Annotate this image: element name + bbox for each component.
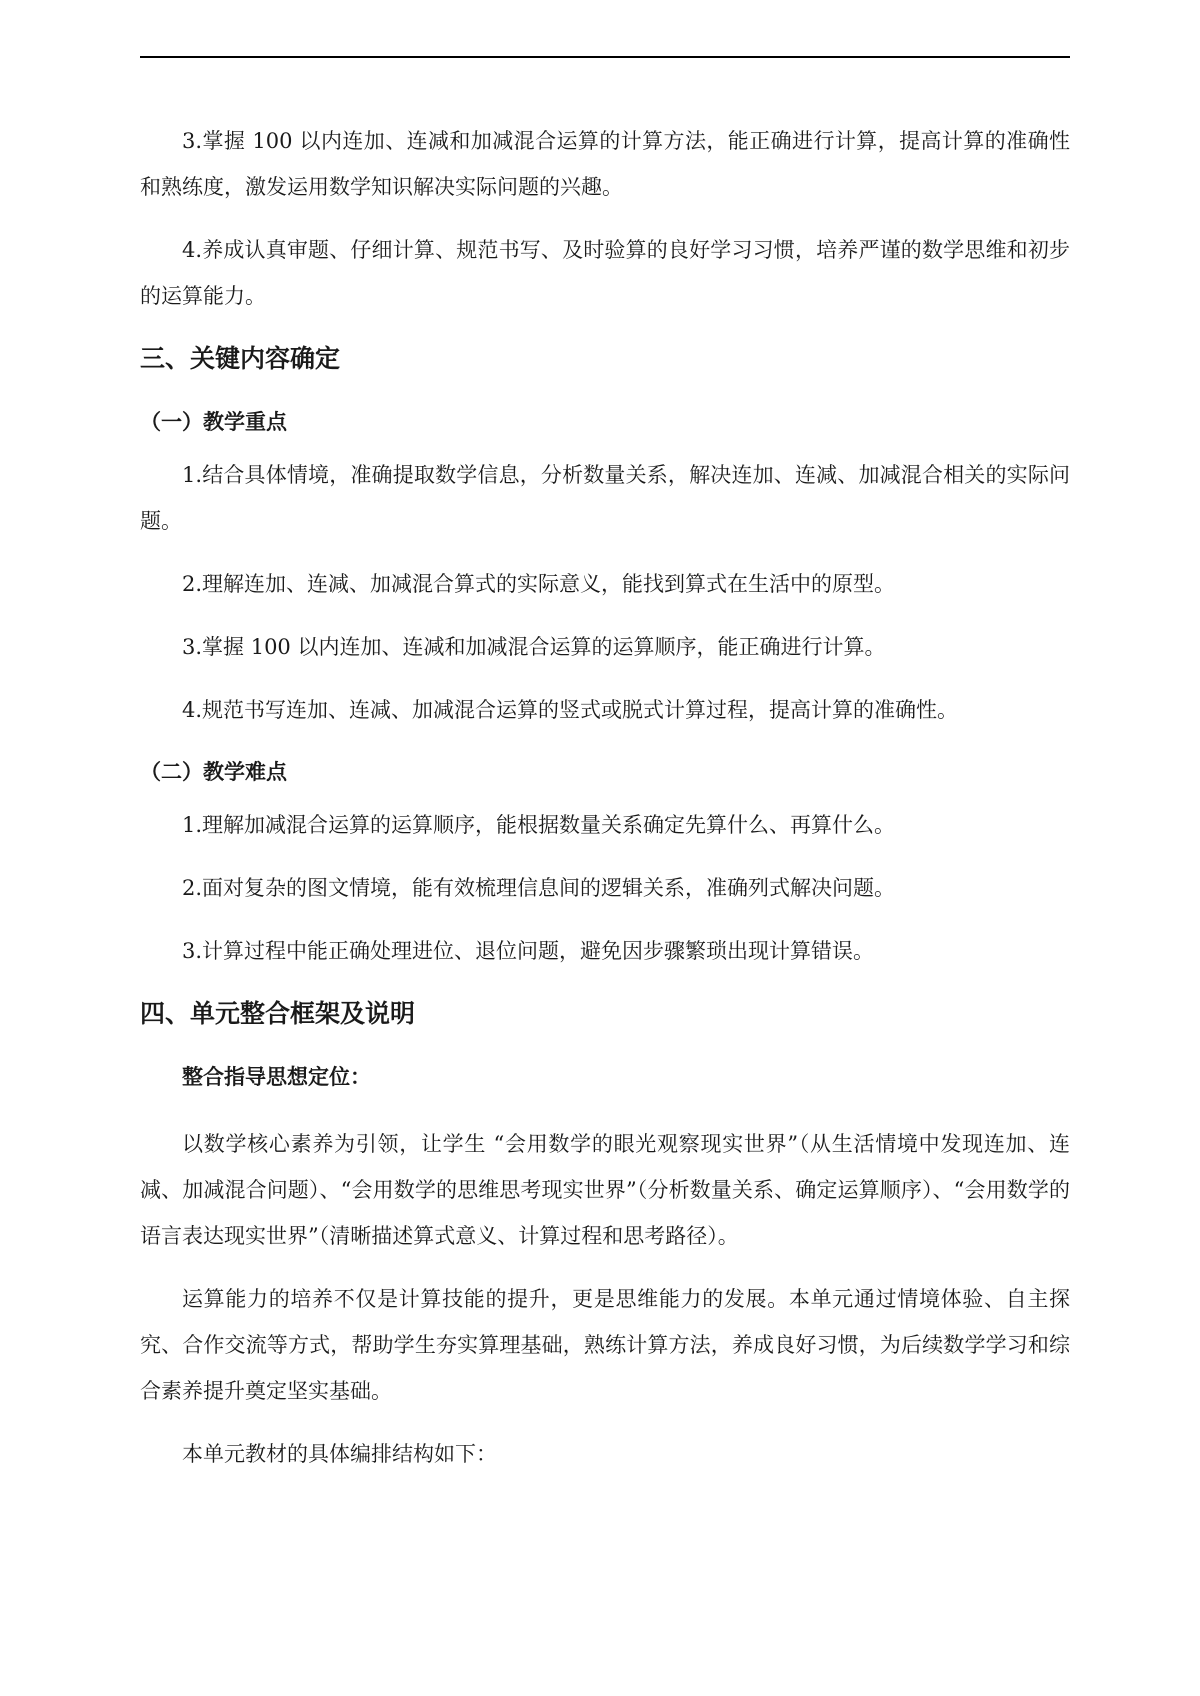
difficulty-item-2: 2.面对复杂的图文情境，能有效梳理信息间的逻辑关系，准确列式解决问题。 <box>182 876 896 900</box>
framework-paragraph-1: 以数学核心素养为引领，让学生 “会用数学的眼光观察现实世界”（从生活情境中发现连加、连减、加减混合问题）、“会用数学的思维思考现实世界”（分析数量关系、确定运算顺序）、“会用数学的语言表达现实世界”（清晰描述算式意义、计算过程和思考路径）。 <box>140 1132 1070 1248</box>
subheading-teaching-focus: （一）教学重点 <box>140 410 287 434</box>
section-heading-key-content: 三、关键内容确定 <box>140 344 341 373</box>
focus-item-4: 4.规范书写连加、连减、加减混合运算的竖式或脱式计算过程，提高计算的准确性。 <box>182 698 959 722</box>
focus-item-3: 3.掌握 100 以内连加、连减和加减混合运算的运算顺序，能正确进行计算。 <box>182 635 886 659</box>
subheading-guiding-idea: 整合指导思想定位： <box>182 1065 371 1089</box>
framework-paragraph-2: 运算能力的培养不仅是计算技能的提升，更是思维能力的发展。本单元通过情境体验、自主探究、合作交流等方式，帮助学生夯实算理基础，熟练计算方法，养成良好习惯，为后续数学学习和综合素养提升奠定坚实基础。 <box>140 1287 1070 1403</box>
difficulty-item-1: 1.理解加减混合运算的运算顺序，能根据数量关系确定先算什么、再算什么。 <box>182 813 896 837</box>
framework-paragraph-3: 本单元教材的具体编排结构如下： <box>182 1442 497 1466</box>
subheading-teaching-difficulty: （二）教学难点 <box>140 760 287 784</box>
document-body <box>140 118 1070 1494</box>
focus-item-2: 2.理解连加、连减、加减混合算式的实际意义，能找到算式在生活中的原型。 <box>182 572 896 596</box>
goal-paragraph-4: 4.养成认真审题、仔细计算、规范书写、及时验算的良好学习习惯，培养严谨的数学思维和初步的运算能力。 <box>140 238 1070 308</box>
focus-item-1: 1.结合具体情境，准确提取数学信息，分析数量关系，解决连加、连减、加减混合相关的实际问题。 <box>140 463 1070 533</box>
section-heading-framework: 四、单元整合框架及说明 <box>140 999 416 1028</box>
goal-paragraph-3: 3.掌握 100 以内连加、连减和加减混合运算的计算方法，能正确进行计算，提高计算的准确性和熟练度，激发运用数学知识解决实际问题的兴趣。 <box>140 129 1070 199</box>
header-rule <box>140 56 1070 58</box>
difficulty-item-3: 3.计算过程中能正确处理进位、退位问题，避免因步骤繁琐出现计算错误。 <box>182 939 875 963</box>
